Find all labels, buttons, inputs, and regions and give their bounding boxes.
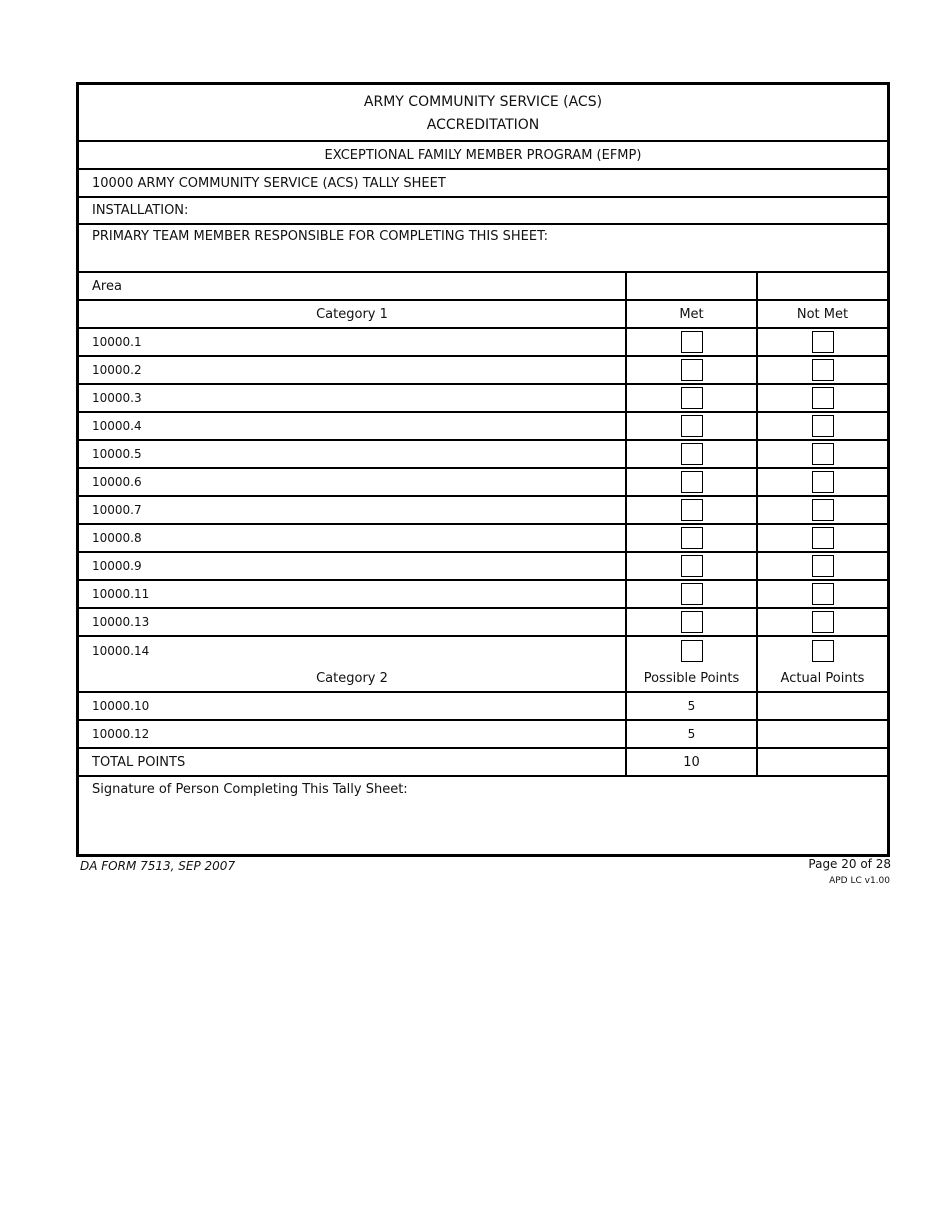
item-code: 10000.2 [92,363,142,377]
not-met-checkbox[interactable] [812,415,834,437]
primary-member-field[interactable] [79,225,887,273]
met-checkbox[interactable] [681,387,703,409]
table-row [79,329,887,357]
tally-sheet-form [76,82,890,857]
not-met-checkbox[interactable] [812,387,834,409]
tally-title: 10000 ARMY COMMUNITY SERVICE (ACS) TALLY SHEET [92,175,446,191]
area-label: Area [92,278,122,294]
not-met-checkbox[interactable] [812,527,834,549]
not-met-checkbox[interactable] [812,359,834,381]
possible-points-value: 5 [687,699,696,713]
met-checkbox[interactable] [681,471,703,493]
item-code: 10000.14 [92,644,150,658]
table-row [79,609,887,637]
met-checkbox[interactable] [681,611,703,633]
total-points-row [79,749,887,777]
installation-field[interactable] [79,198,887,225]
version-label: APD LC v1.00 [829,876,890,886]
table-row [79,525,887,553]
table-row [79,581,887,609]
met-checkbox[interactable] [681,527,703,549]
met-checkbox[interactable] [681,499,703,521]
met-checkbox[interactable] [681,555,703,577]
signature-field[interactable] [79,777,887,854]
installation-label: INSTALLATION: [92,203,189,218]
total-actual-input[interactable] [758,749,887,775]
actual-points-input[interactable] [758,693,887,719]
not-met-checkbox[interactable] [812,611,834,633]
not-met-checkbox[interactable] [812,583,834,605]
actual-points-input[interactable] [758,721,887,747]
table-row [79,441,887,469]
table-row [79,693,887,721]
item-code: 10000.6 [92,475,142,489]
page-number: Page 20 of 28 [808,857,891,871]
item-code: 10000.4 [92,419,142,433]
area-not-met-cell [758,273,887,299]
item-code: 10000.10 [92,699,150,713]
table-row [79,637,887,665]
signature-label: Signature of Person Completing This Tally Sheet: [92,782,408,797]
title-line-1: ARMY COMMUNITY SERVICE (ACS) [363,93,603,110]
actual-points-header: Actual Points [780,670,865,686]
not-met-checkbox[interactable] [812,331,834,353]
possible-points-value: 5 [687,727,696,741]
not-met-checkbox[interactable] [812,443,834,465]
met-checkbox[interactable] [681,415,703,437]
program-row [79,142,887,170]
category2-header [79,665,887,693]
table-row [79,413,887,441]
total-possible-value: 10 [683,754,700,770]
met-checkbox[interactable] [681,640,703,662]
total-points-label: TOTAL POINTS [92,754,186,770]
table-row [79,469,887,497]
item-code: 10000.13 [92,615,150,629]
program-name: EXCEPTIONAL FAMILY MEMBER PROGRAM (EFMP) [324,147,642,163]
met-checkbox[interactable] [681,331,703,353]
item-code: 10000.3 [92,391,142,405]
primary-member-label: PRIMARY TEAM MEMBER RESPONSIBLE FOR COMPLETING THIS SHEET: [92,229,549,244]
item-code: 10000.11 [92,587,150,601]
table-row [79,385,887,413]
not-met-checkbox[interactable] [812,555,834,577]
category1-items [79,329,887,665]
possible-points-header: Possible Points [643,670,740,686]
item-code: 10000.5 [92,447,142,461]
met-checkbox[interactable] [681,359,703,381]
tally-title-row [79,170,887,198]
title-line-2: ACCREDITATION [426,116,540,133]
not-met-header: Not Met [796,306,849,322]
table-row [79,553,887,581]
table-row [79,497,887,525]
form-id: DA FORM 7513, SEP 2007 [80,859,236,873]
area-met-cell [627,273,758,299]
category1-label: Category 1 [316,306,388,322]
not-met-checkbox[interactable] [812,640,834,662]
item-code: 10000.12 [92,727,150,741]
item-code: 10000.9 [92,559,142,573]
category1-header [79,301,887,329]
not-met-checkbox[interactable] [812,471,834,493]
item-code: 10000.7 [92,503,142,517]
area-row [79,273,887,301]
table-row [79,721,887,749]
not-met-checkbox[interactable] [812,499,834,521]
met-header: Met [679,306,704,322]
met-checkbox[interactable] [681,443,703,465]
item-code: 10000.8 [92,531,142,545]
item-code: 10000.1 [92,335,142,349]
category2-label: Category 2 [316,670,388,686]
met-checkbox[interactable] [681,583,703,605]
form-title [79,85,887,142]
table-row [79,357,887,385]
